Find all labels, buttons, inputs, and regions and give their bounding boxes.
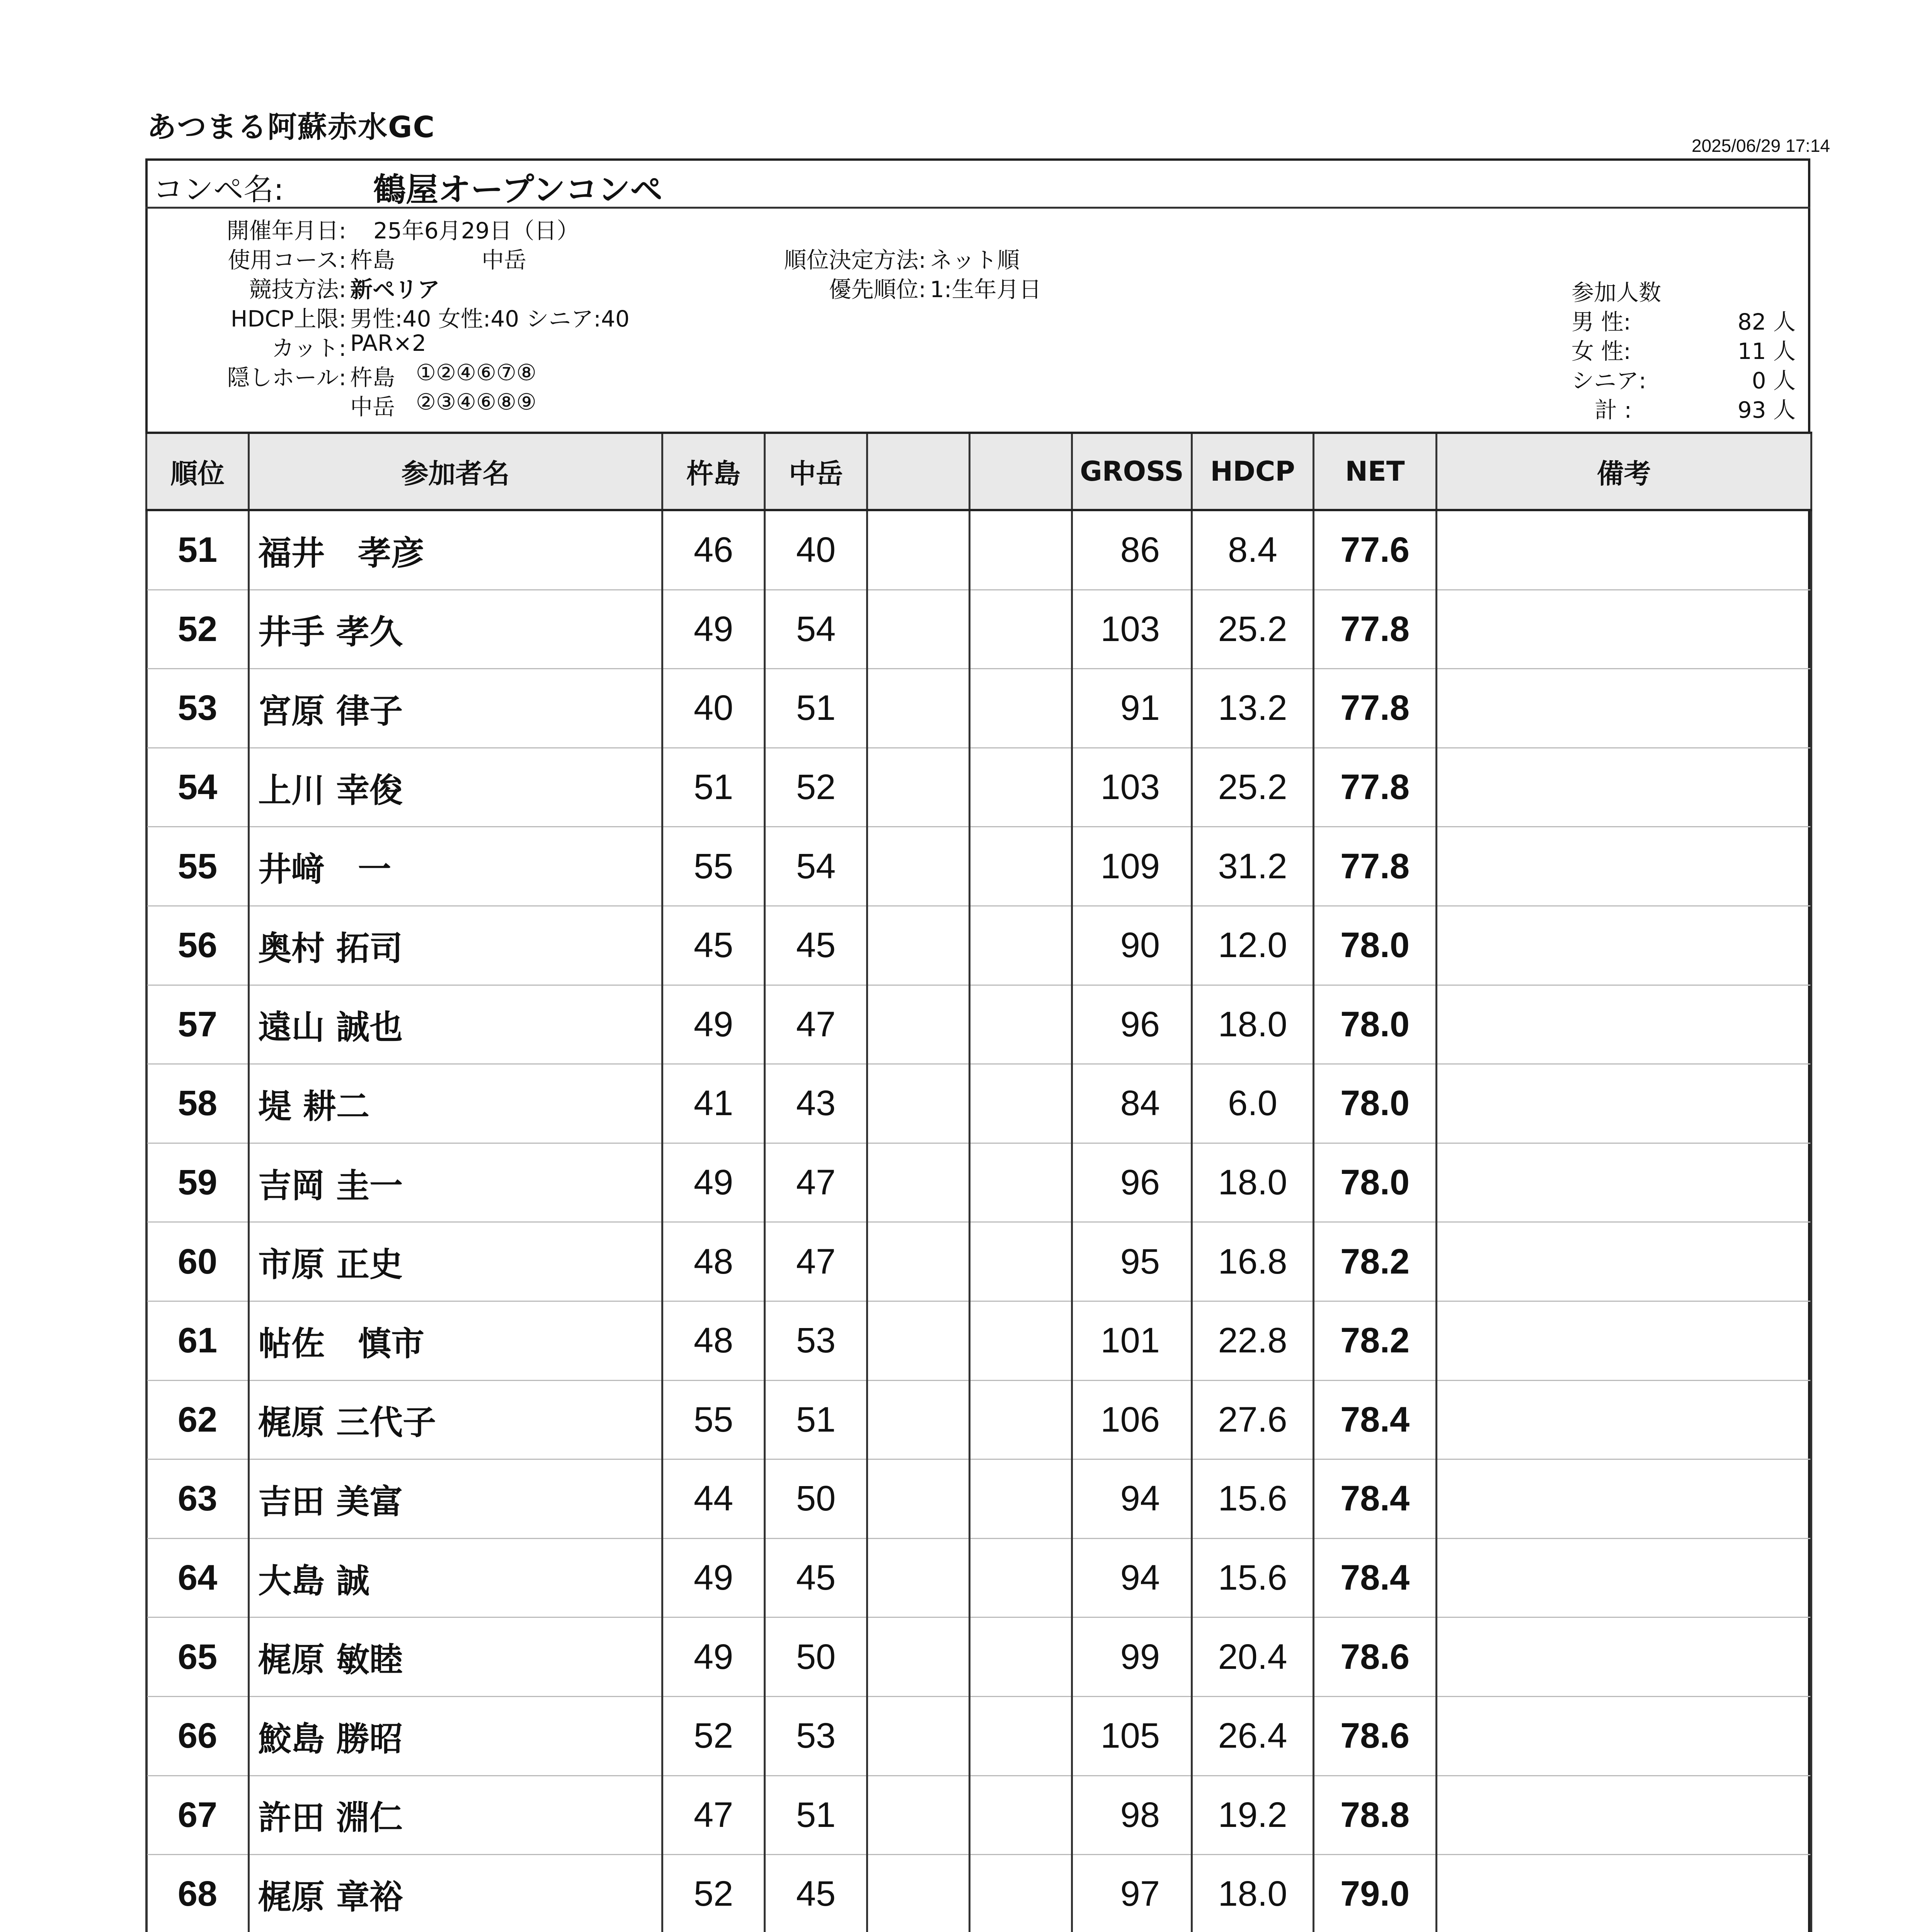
course-2-score: 52: [765, 748, 867, 827]
name-cell: 吉岡 圭一: [249, 1143, 662, 1222]
remarks-cell: [1437, 1301, 1811, 1380]
table-row: [146, 1776, 1811, 1855]
empty-cell: [867, 510, 970, 590]
empty-cell: [867, 1380, 970, 1459]
male-label: 男 性:: [1571, 309, 1631, 335]
course-1-score: 49: [662, 985, 765, 1064]
remarks-cell: [1437, 906, 1811, 985]
course-1-score: 49: [662, 1538, 765, 1617]
remarks-cell: [1437, 1380, 1811, 1459]
table-row: [146, 827, 1811, 906]
hdcp-cell: 6.0: [1192, 1064, 1314, 1143]
gross-cell: 90: [1072, 906, 1192, 985]
rank-cell: 61: [146, 1301, 249, 1380]
method-label: 競技方法:: [249, 276, 346, 303]
empty-cell: [867, 1538, 970, 1617]
rank-cell: 52: [146, 590, 249, 669]
cut-value: PAR×2: [350, 330, 426, 356]
competition-row: [145, 158, 1810, 209]
hdcp-cell: 15.6: [1192, 1538, 1314, 1617]
table-row: [146, 1222, 1811, 1301]
empty-cell: [970, 1143, 1072, 1222]
name-cell: 大島 誠: [249, 1538, 662, 1617]
remarks-cell: [1437, 1538, 1811, 1617]
rank-cell: 62: [146, 1380, 249, 1459]
course-2-score: 40: [765, 510, 867, 590]
gross-cell: 97: [1072, 1855, 1192, 1932]
empty-cell: [867, 1696, 970, 1776]
empty-cell: [970, 1380, 1072, 1459]
competition-label: コンペ名:: [153, 172, 284, 207]
table-row: [146, 510, 1811, 590]
course-2-score: 45: [765, 1855, 867, 1932]
total-count: 93 人: [1737, 397, 1796, 423]
gross-cell: 101: [1072, 1301, 1192, 1380]
empty-cell: [970, 669, 1072, 748]
remarks-cell: [1437, 1617, 1811, 1697]
method-value: 新ペリア: [350, 276, 440, 303]
col-gross: GROSS: [1072, 433, 1192, 510]
empty-cell: [867, 1855, 970, 1932]
name-cell: 市原 正史: [249, 1222, 662, 1301]
name-cell: 吉田 美富: [249, 1459, 662, 1539]
hidden-holes-label: 隠しホール:: [227, 364, 346, 391]
name-cell: 奥村 拓司: [249, 906, 662, 985]
table-row: [146, 1459, 1811, 1539]
hdcp-cell: 20.4: [1192, 1617, 1314, 1697]
empty-cell: [970, 1538, 1072, 1617]
name-cell: 梶原 章裕: [249, 1855, 662, 1932]
net-cell: 78.4: [1314, 1380, 1437, 1459]
net-cell: 78.2: [1314, 1301, 1437, 1380]
rank-method-label: 順位決定方法:: [784, 247, 926, 273]
empty-cell: [970, 1459, 1072, 1539]
empty-cell: [970, 510, 1072, 590]
course-1-score: 48: [662, 1222, 765, 1301]
empty-cell: [867, 1617, 970, 1697]
rank-cell: 55: [146, 827, 249, 906]
results-table: [145, 432, 1812, 1932]
course-1-score: 49: [662, 590, 765, 669]
gross-cell: 84: [1072, 1064, 1192, 1143]
net-cell: 78.0: [1314, 1064, 1437, 1143]
hdcp-cell: 25.2: [1192, 590, 1314, 669]
rank-cell: 57: [146, 985, 249, 1064]
table-row: [146, 985, 1811, 1064]
name-cell: 堤 耕二: [249, 1064, 662, 1143]
hdcp-cell: 18.0: [1192, 1855, 1314, 1932]
hdcp-cell: 19.2: [1192, 1776, 1314, 1855]
table-row: [146, 1617, 1811, 1697]
course-1-score: 46: [662, 510, 765, 590]
name-cell: 遠山 誠也: [249, 985, 662, 1064]
name-cell: 上川 幸俊: [249, 748, 662, 827]
name-cell: 井﨑 一: [249, 827, 662, 906]
course-2-score: 50: [765, 1617, 867, 1697]
gross-cell: 99: [1072, 1617, 1192, 1697]
rank-cell: 54: [146, 748, 249, 827]
hdcp-label: HDCP上限:: [230, 306, 346, 332]
gross-cell: 103: [1072, 590, 1192, 669]
course-2-score: 51: [765, 1776, 867, 1855]
empty-cell: [867, 906, 970, 985]
rank-method-value: ネット順: [930, 247, 1020, 273]
rank-cell: 63: [146, 1459, 249, 1539]
empty-cell: [867, 1301, 970, 1380]
gross-cell: 86: [1072, 510, 1192, 590]
participants-title: 参加人数: [1571, 279, 1662, 306]
net-cell: 77.8: [1314, 669, 1437, 748]
rank-cell: 53: [146, 669, 249, 748]
net-cell: 78.0: [1314, 906, 1437, 985]
course-2-score: 47: [765, 1222, 867, 1301]
empty-cell: [867, 1143, 970, 1222]
hidden-holes-1: ①②④⑥⑦⑧: [416, 359, 536, 386]
remarks-cell: [1437, 1776, 1811, 1855]
remarks-cell: [1437, 1696, 1811, 1776]
male-count: 82 人: [1737, 309, 1796, 335]
gross-cell: 105: [1072, 1696, 1192, 1776]
net-cell: 77.8: [1314, 590, 1437, 669]
senior-label: シニア:: [1571, 367, 1646, 394]
course-2-score: 47: [765, 1143, 867, 1222]
empty-cell: [867, 748, 970, 827]
col-name: 参加者名: [249, 433, 662, 510]
hdcp-cell: 31.2: [1192, 827, 1314, 906]
rank-cell: 58: [146, 1064, 249, 1143]
name-cell: 福井 孝彦: [249, 510, 662, 590]
table-row: [146, 906, 1811, 985]
empty-cell: [970, 1222, 1072, 1301]
empty-cell: [970, 748, 1072, 827]
course-2-score: 53: [765, 1301, 867, 1380]
date-value: 25年6月29日（日）: [373, 218, 579, 244]
hdcp-cell: 16.8: [1192, 1222, 1314, 1301]
hdcp-cell: 26.4: [1192, 1696, 1314, 1776]
net-cell: 78.2: [1314, 1222, 1437, 1301]
empty-cell: [867, 669, 970, 748]
col-course-2: 中岳: [765, 433, 867, 510]
hdcp-cell: 15.6: [1192, 1459, 1314, 1539]
empty-cell: [970, 1301, 1072, 1380]
table-row: [146, 748, 1811, 827]
table-row: [146, 1143, 1811, 1222]
remarks-cell: [1437, 827, 1811, 906]
hdcp-cell: 25.2: [1192, 748, 1314, 827]
hdcp-cell: 18.0: [1192, 1143, 1314, 1222]
table-row: [146, 1064, 1811, 1143]
empty-cell: [867, 590, 970, 669]
table-row: [146, 1855, 1811, 1932]
female-label: 女 性:: [1571, 338, 1631, 364]
course-1: 杵島: [350, 247, 395, 273]
net-cell: 78.6: [1314, 1617, 1437, 1697]
empty-cell: [970, 906, 1072, 985]
net-cell: 78.6: [1314, 1696, 1437, 1776]
remarks-cell: [1437, 510, 1811, 590]
course-1-score: 55: [662, 827, 765, 906]
hdcp-cell: 18.0: [1192, 985, 1314, 1064]
table-row: [146, 1696, 1811, 1776]
remarks-cell: [1437, 1855, 1811, 1932]
female-count: 11 人: [1737, 338, 1796, 364]
name-cell: 井手 孝久: [249, 590, 662, 669]
net-cell: 78.0: [1314, 1143, 1437, 1222]
empty-cell: [867, 1064, 970, 1143]
course-1-score: 52: [662, 1855, 765, 1932]
rank-cell: 59: [146, 1143, 249, 1222]
gross-cell: 94: [1072, 1538, 1192, 1617]
gross-cell: 103: [1072, 748, 1192, 827]
net-cell: 77.6: [1314, 510, 1437, 590]
competition-info: [145, 209, 1810, 433]
course-1-score: 49: [662, 1617, 765, 1697]
net-cell: 77.8: [1314, 827, 1437, 906]
hdcp-cell: 8.4: [1192, 510, 1314, 590]
hdcp-cell: 22.8: [1192, 1301, 1314, 1380]
course-2-score: 50: [765, 1459, 867, 1539]
empty-cell: [867, 985, 970, 1064]
net-cell: 78.8: [1314, 1776, 1437, 1855]
empty-cell: [970, 1064, 1072, 1143]
remarks-cell: [1437, 985, 1811, 1064]
remarks-cell: [1437, 1064, 1811, 1143]
empty-cell: [970, 827, 1072, 906]
remarks-cell: [1437, 669, 1811, 748]
course-1-score: 55: [662, 1380, 765, 1459]
course-2-score: 45: [765, 906, 867, 985]
name-cell: 梶原 三代子: [249, 1380, 662, 1459]
gross-cell: 94: [1072, 1459, 1192, 1539]
col-empty-1: [867, 433, 970, 510]
table-header-row: [146, 433, 1811, 510]
course-1-score: 49: [662, 1143, 765, 1222]
club-name: あつまる阿蘇赤水GC: [147, 110, 436, 144]
hidden-course-1: 杵島: [350, 364, 395, 391]
table-row: [146, 1380, 1811, 1459]
net-cell: 78.4: [1314, 1538, 1437, 1617]
empty-cell: [867, 1222, 970, 1301]
name-cell: 梶原 敏睦: [249, 1617, 662, 1697]
empty-cell: [970, 590, 1072, 669]
name-cell: 許田 淵仁: [249, 1776, 662, 1855]
gross-cell: 98: [1072, 1776, 1192, 1855]
course-label: 使用コース:: [228, 247, 346, 273]
remarks-cell: [1437, 1459, 1811, 1539]
gross-cell: 96: [1072, 985, 1192, 1064]
course-2-score: 53: [765, 1696, 867, 1776]
name-cell: 鮫島 勝昭: [249, 1696, 662, 1776]
course-2-score: 51: [765, 669, 867, 748]
gross-cell: 91: [1072, 669, 1192, 748]
course-2-score: 43: [765, 1064, 867, 1143]
rank-cell: 67: [146, 1776, 249, 1855]
cut-label: カット:: [272, 335, 346, 361]
course-2-score: 47: [765, 985, 867, 1064]
empty-cell: [970, 985, 1072, 1064]
course-2: 中岳: [482, 247, 527, 273]
empty-cell: [867, 1459, 970, 1539]
net-cell: 79.0: [1314, 1855, 1437, 1932]
empty-cell: [970, 1776, 1072, 1855]
course-1-score: 52: [662, 1696, 765, 1776]
remarks-cell: [1437, 1143, 1811, 1222]
course-1-score: 51: [662, 748, 765, 827]
priority-label: 優先順位:: [829, 276, 926, 303]
remarks-cell: [1437, 1222, 1811, 1301]
course-2-score: 45: [765, 1538, 867, 1617]
hidden-holes-2: ②③④⑥⑧⑨: [416, 389, 536, 415]
col-net: NET: [1314, 433, 1437, 510]
course-1-score: 40: [662, 669, 765, 748]
col-rank: 順位: [146, 433, 249, 510]
rank-cell: 64: [146, 1538, 249, 1617]
hdcp-cell: 13.2: [1192, 669, 1314, 748]
empty-cell: [867, 827, 970, 906]
gross-cell: 95: [1072, 1222, 1192, 1301]
table-row: [146, 1301, 1811, 1380]
remarks-cell: [1437, 590, 1811, 669]
col-remarks: 備考: [1437, 433, 1811, 510]
hidden-course-2: 中岳: [350, 394, 395, 420]
table-row: [146, 669, 1811, 748]
course-2-score: 51: [765, 1380, 867, 1459]
empty-cell: [970, 1617, 1072, 1697]
hdcp-cell: 12.0: [1192, 906, 1314, 985]
gross-cell: 96: [1072, 1143, 1192, 1222]
rank-cell: 66: [146, 1696, 249, 1776]
gross-cell: 109: [1072, 827, 1192, 906]
net-cell: 78.0: [1314, 985, 1437, 1064]
priority-value: 1:生年月日: [930, 276, 1042, 303]
course-1-score: 47: [662, 1776, 765, 1855]
printed-datetime: 2025/06/29 17:14: [1691, 136, 1830, 156]
rank-cell: 56: [146, 906, 249, 985]
table-row: [146, 590, 1811, 669]
course-2-score: 54: [765, 827, 867, 906]
rank-cell: 68: [146, 1855, 249, 1932]
course-2-score: 54: [765, 590, 867, 669]
rank-cell: 60: [146, 1222, 249, 1301]
senior-count: 0 人: [1752, 367, 1796, 394]
col-hdcp: HDCP: [1192, 433, 1314, 510]
empty-cell: [970, 1696, 1072, 1776]
rank-cell: 51: [146, 510, 249, 590]
col-course-1: 杵島: [662, 433, 765, 510]
gross-cell: 106: [1072, 1380, 1192, 1459]
date-label: 開催年月日:: [226, 218, 346, 244]
hdcp-value: 男性:40 女性:40 シニア:40: [350, 306, 630, 332]
net-cell: 78.4: [1314, 1459, 1437, 1539]
total-label: 計 :: [1595, 397, 1632, 423]
course-1-score: 41: [662, 1064, 765, 1143]
course-1-score: 44: [662, 1459, 765, 1539]
name-cell: 宮原 律子: [249, 669, 662, 748]
name-cell: 帖佐 慎市: [249, 1301, 662, 1380]
competition-name: 鶴屋オープンコンペ: [373, 171, 663, 209]
course-1-score: 48: [662, 1301, 765, 1380]
net-cell: 77.8: [1314, 748, 1437, 827]
table-row: [146, 1538, 1811, 1617]
rank-cell: 65: [146, 1617, 249, 1697]
empty-cell: [867, 1776, 970, 1855]
empty-cell: [970, 1855, 1072, 1932]
remarks-cell: [1437, 748, 1811, 827]
col-empty-2: [970, 433, 1072, 510]
course-1-score: 45: [662, 906, 765, 985]
hdcp-cell: 27.6: [1192, 1380, 1314, 1459]
